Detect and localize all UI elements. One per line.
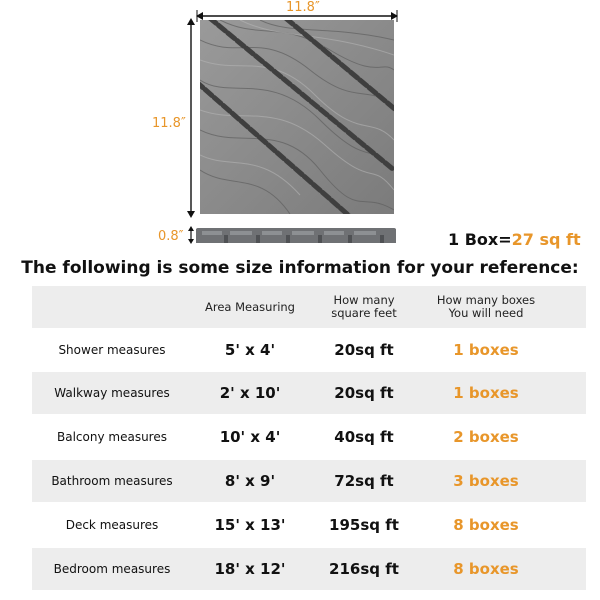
thickness-arrow [186, 226, 196, 244]
header-boxes-needed [426, 294, 546, 320]
table-row [32, 328, 586, 372]
room-name: Bathroom measures [51, 474, 173, 488]
square-feet: 20sq ft [334, 384, 394, 402]
header-boxes-line1: How many boxes [436, 293, 536, 307]
table-row [32, 414, 586, 460]
boxes-needed: 8 boxes [453, 516, 519, 534]
boxes-needed: 1 boxes [453, 384, 519, 402]
table-row [32, 548, 586, 590]
square-feet: 20sq ft [334, 341, 394, 359]
tile-height-label: 11.8″ [152, 116, 186, 131]
tile-thickness-label: 0.8″ [158, 229, 184, 244]
area-dimensions: 2' x 10' [219, 384, 281, 402]
area-dimensions: 10' x 4' [219, 428, 281, 446]
area-dimensions: 8' x 9' [224, 472, 276, 490]
boxes-needed: 1 boxes [453, 341, 519, 359]
square-feet: 216sq ft [329, 560, 399, 578]
deck-tile-top-view [200, 20, 394, 214]
room-name: Bedroom measures [53, 562, 171, 576]
size-info-title: The following is some size information for your reference: [21, 258, 579, 278]
header-square-feet-line2: square feet [331, 306, 397, 320]
square-feet: 40sq ft [334, 428, 394, 446]
area-dimensions: 18' x 12' [214, 560, 286, 578]
box-label-value: 27 sq ft [511, 230, 581, 249]
box-coverage-label [448, 230, 581, 249]
table-row [32, 460, 586, 502]
room-name: Balcony measures [57, 430, 167, 444]
boxes-needed: 8 boxes [453, 560, 519, 578]
height-dimension-arrow [184, 18, 198, 218]
box-label-prefix: 1 Box= [448, 230, 512, 249]
square-feet: 195sq ft [329, 516, 399, 534]
tile-width-label: 11.8″ [286, 0, 320, 15]
area-dimensions: 15' x 13' [214, 516, 286, 534]
deck-tile-side-view [196, 228, 396, 242]
boxes-needed: 2 boxes [453, 428, 519, 446]
room-name: Walkway measures [54, 386, 170, 400]
room-name: Shower measures [58, 343, 166, 357]
size-table [32, 286, 586, 590]
square-feet: 72sq ft [334, 472, 394, 490]
wood-grain-texture [200, 20, 394, 214]
area-dimensions: 5' x 4' [224, 341, 276, 359]
table-header-row [32, 286, 586, 328]
room-name: Deck measures [65, 518, 159, 532]
header-boxes-line2: You will need [448, 306, 524, 320]
table-row [32, 502, 586, 548]
table-row [32, 372, 586, 414]
boxes-needed: 3 boxes [453, 472, 519, 490]
header-area-measuring: Area Measuring [205, 299, 295, 314]
header-square-feet [312, 294, 416, 320]
header-square-feet-line1: How many [333, 293, 395, 307]
